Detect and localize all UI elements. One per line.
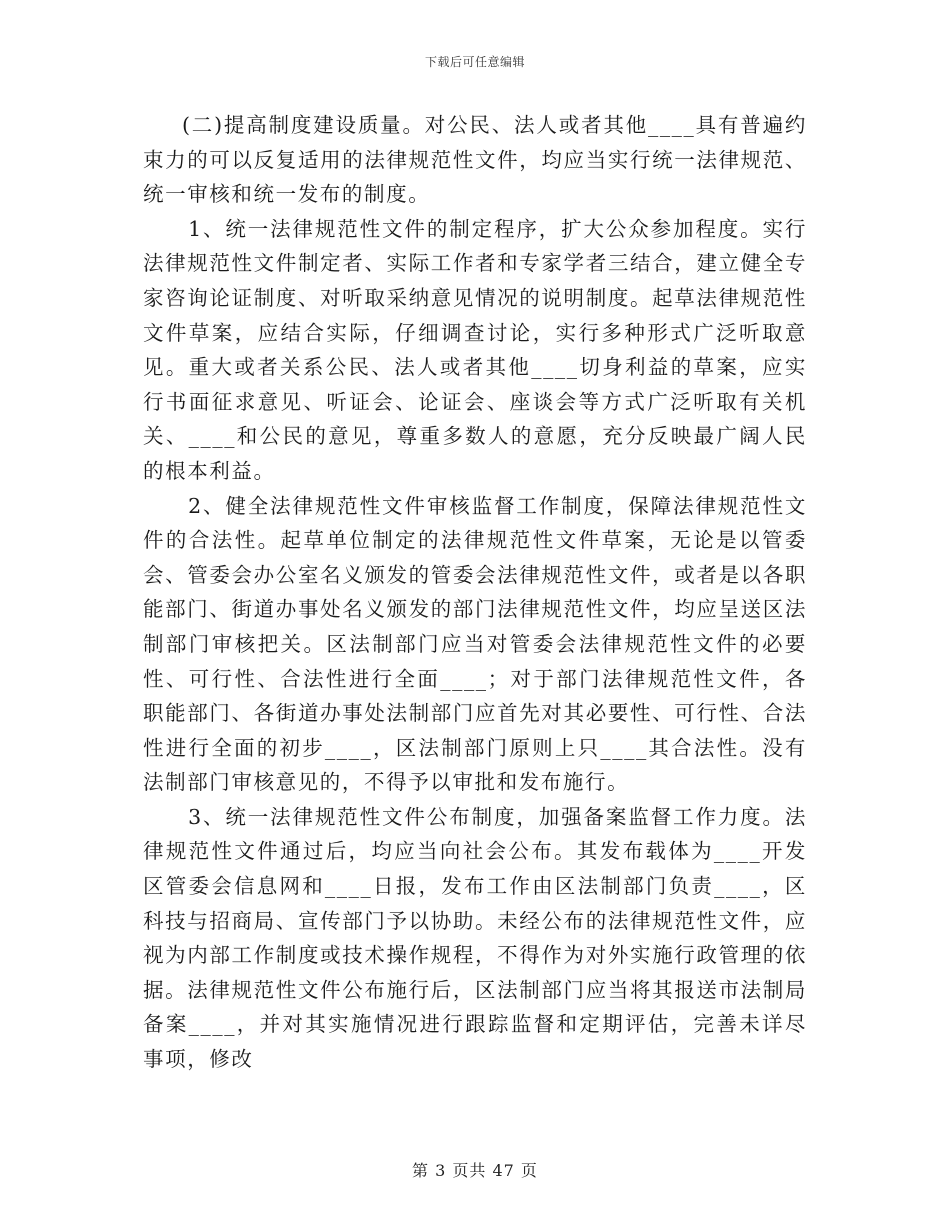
paragraph-publication-filing: 3、统一法律规范性文件公布制度，加强备案监督工作力度。法律规范性文件通过后，均应当向社会公布。其发布载体为____开发区管委会信息网和____日报，发布工作由区法制部门负责____，区科技与招商局、宣传部门予以协助。未经公布的法律规范性文件，应视为内部工作制度或技术操作规程，不得作为对外实施行政管理的依据。法律规范性文件公布施行后，区法制部门应当将其报送市法制局备案____，并对其实施情况进行跟踪监督和定期评估，完善未详尽事项，修改 — [143, 804, 807, 1072]
page-number: 第 3 页共 47 页 — [412, 1161, 538, 1180]
paragraph-review-supervision: 2、健全法律规范性文件审核监督工作制度，保障法律规范性文件的合法性。起草单位制定的法律规范性文件草案，无论是以管委会、管委会办公室名义颁发的管委会法律规范性文件，或者是以各职能部门、街道办事处名义颁发的部门法律规范性文件，均应呈送区法制部门审核把关。区法制部门应当对管委会法律规范性文件的必要性、可行性、合法性进行全面____；对于部门法律规范性文件，各职能部门、各街道办事处法制部门应首先对其必要性、可行性、合法性进行全面的初步____，区法制部门原则上只____其合法性。没有法制部门审核意见的，不得予以审批和发布施行。 — [143, 493, 807, 795]
paragraph-unify-procedure: 1、统一法律规范性文件的制定程序，扩大公众参加程度。实行法律规范性文件制定者、实际工作者和专家学者三结合，建立健全专家咨询论证制度、对听取采纳意见情况的说明制度。起草法律规范性文件草案，应结合实际，仔细调查讨论，实行多种形式广泛听取意见。重大或者关系公民、法人或者其他____切身利益的草案，应实行书面征求意见、听证会、论证会、座谈会等方式广泛听取有关机关、____和公民的意见，尊重多数人的意愿，充分反映最广阔人民的根本利益。 — [143, 216, 807, 483]
page-header: 下载后可任意编辑 — [424, 55, 525, 69]
document-body — [143, 108, 807, 1077]
paragraph-improve-quality: (二)提高制度建设质量。对公民、法人或者其他____具有普遍约束力的可以反复适用的法律规范性文件，均应当实行统一法律规范、统一审核和统一发布的制度。 — [143, 113, 807, 207]
